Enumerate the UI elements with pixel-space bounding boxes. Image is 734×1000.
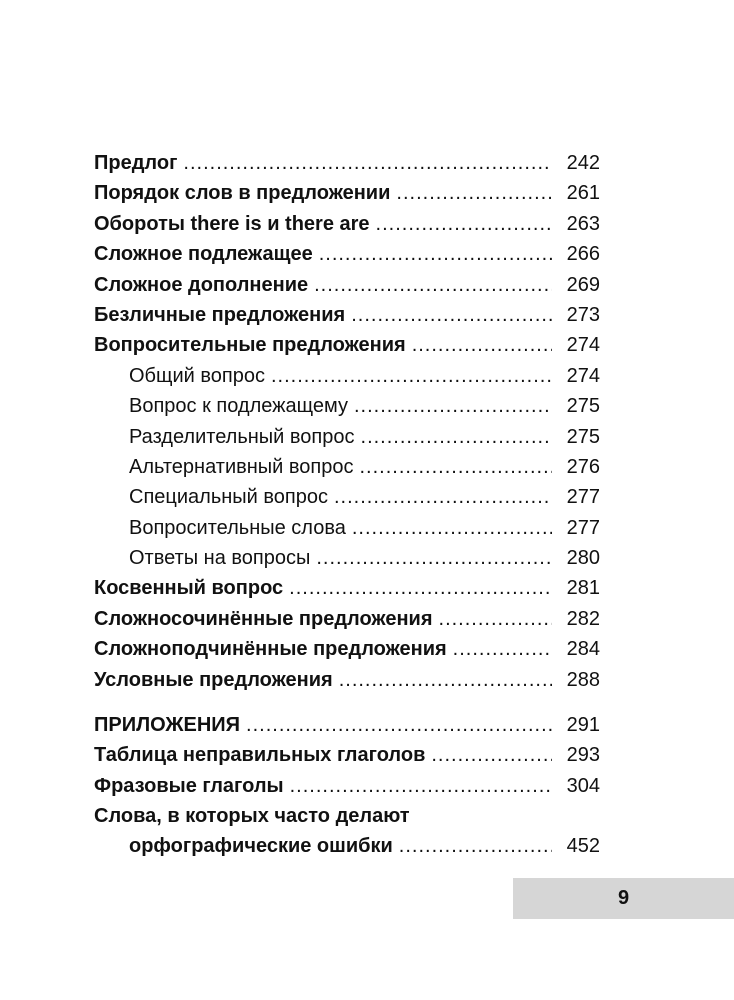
toc-entry-title: Общий вопрос [129, 364, 265, 387]
toc-entry-page: 261 [566, 182, 600, 205]
page-number: 9 [617, 887, 630, 909]
section-gap [94, 695, 600, 710]
toc-entry-conditional[interactable] [94, 665, 600, 695]
toc-entry-title: Разделительный вопрос [129, 425, 355, 448]
toc-subentry-question-words[interactable] [94, 513, 600, 543]
dot-leader [354, 391, 552, 421]
toc-subentry-special-question[interactable] [94, 482, 600, 512]
toc-entry-title: Предлог [94, 152, 178, 174]
toc-entry-title: Обороты there is и there are [94, 212, 370, 235]
toc-entry-page: 269 [566, 273, 600, 296]
dot-leader [453, 634, 552, 664]
toc-entry-page: 288 [566, 668, 600, 691]
dot-leader [352, 513, 552, 543]
toc-entry-compound-sentences[interactable] [94, 604, 600, 634]
dot-leader [246, 710, 552, 740]
toc-entry-page: 293 [566, 744, 600, 767]
table-of-contents [94, 148, 600, 862]
dot-leader [399, 831, 552, 861]
toc-entry-title: Сложносочинённые предложения [94, 607, 433, 630]
toc-entry-complex-sentences[interactable] [94, 634, 600, 664]
toc-entry-page: 274 [566, 364, 600, 387]
dot-leader [183, 148, 552, 178]
dot-leader [351, 300, 552, 330]
toc-entry-title: Альтернативный вопрос [129, 455, 354, 478]
toc-entry-title: Вопросительные предложения [94, 334, 406, 357]
dot-leader [319, 239, 552, 269]
toc-entry-page: 452 [566, 835, 600, 858]
toc-entry-title: Ответы на вопросы [129, 547, 311, 570]
dot-leader [339, 665, 552, 695]
toc-entry-appendix[interactable] [94, 710, 600, 740]
toc-entry-spelling-mistakes[interactable] [94, 801, 600, 861]
dot-leader [334, 482, 552, 512]
page-number-box [513, 878, 734, 919]
toc-entry-page: 275 [566, 425, 600, 448]
toc-entry-page: 277 [566, 486, 600, 509]
toc-entry-page: 282 [566, 607, 600, 630]
toc-entry-indirect-question[interactable] [94, 573, 600, 603]
toc-entry-irregular-verbs[interactable] [94, 740, 600, 770]
toc-entry-title: Специальный вопрос [129, 486, 328, 509]
toc-entry-title: Сложноподчинённые предложения [94, 638, 447, 661]
dot-leader [396, 178, 552, 208]
toc-entry-page: 281 [566, 577, 600, 600]
toc-entry-title: Фразовые глаголы [94, 774, 284, 797]
toc-subentry-subject-question[interactable] [94, 391, 600, 421]
toc-entry-interrogative[interactable] [94, 330, 600, 360]
dot-leader [359, 452, 552, 482]
dot-leader [439, 604, 552, 634]
dot-leader [289, 573, 552, 603]
toc-entry-phrasal-verbs[interactable] [94, 771, 600, 801]
toc-entry-page: 274 [566, 334, 600, 357]
toc-entry-title-line2: орфографические ошибки [129, 835, 393, 858]
toc-entry-title: Условные предложения [94, 668, 333, 691]
toc-entry-page: 242 [566, 152, 600, 174]
toc-entry-predlog[interactable] [94, 148, 600, 178]
toc-entry-complex-subject[interactable] [94, 239, 600, 269]
toc-subentry-tag-question[interactable] [94, 422, 600, 452]
toc-entry-title: Таблица неправильных глаголов [94, 744, 426, 767]
dot-leader [431, 740, 552, 770]
toc-subentry-general-question[interactable] [94, 361, 600, 391]
toc-entry-impersonal[interactable] [94, 300, 600, 330]
toc-entry-complex-object[interactable] [94, 270, 600, 300]
toc-entry-page: 291 [566, 714, 600, 737]
toc-entry-title: Безличные предложения [94, 303, 346, 326]
dot-leader [290, 771, 552, 801]
toc-entry-page: 263 [566, 212, 600, 235]
toc-subentry-answers[interactable] [94, 543, 600, 573]
toc-entry-title: Сложное дополнение [94, 273, 309, 296]
toc-entry-title: Сложное подлежащее [94, 243, 313, 266]
toc-entry-title: Вопросительные слова [129, 516, 346, 539]
toc-entry-title: ПРИЛОЖЕНИЯ [94, 714, 241, 737]
toc-entry-page: 276 [566, 455, 600, 478]
dot-leader [412, 330, 552, 360]
toc-entry-page: 304 [566, 774, 600, 797]
toc-entry-title: Косвенный вопрос [94, 577, 284, 600]
toc-entry-title-line1: Слова, в которых часто делают [94, 805, 410, 828]
toc-entry-there-is[interactable] [94, 209, 600, 239]
toc-entry-page: 280 [566, 547, 600, 570]
toc-entry-page: 277 [566, 516, 600, 539]
toc-entry-title: Вопрос к подлежащему [129, 395, 348, 418]
toc-entry-page: 273 [566, 303, 600, 326]
dot-leader [361, 422, 552, 452]
dot-leader [376, 209, 552, 239]
toc-entry-page: 266 [566, 243, 600, 266]
toc-entry-title: Порядок слов в предложении [94, 182, 391, 205]
toc-entry-continuation [94, 831, 600, 861]
dot-leader [316, 543, 552, 573]
toc-entry-word-order[interactable] [94, 178, 600, 208]
toc-entry-page: 275 [566, 395, 600, 418]
toc-entry-page: 284 [566, 638, 600, 661]
toc-subentry-alternative-question[interactable] [94, 452, 600, 482]
dot-leader [271, 361, 552, 391]
dot-leader [314, 270, 552, 300]
